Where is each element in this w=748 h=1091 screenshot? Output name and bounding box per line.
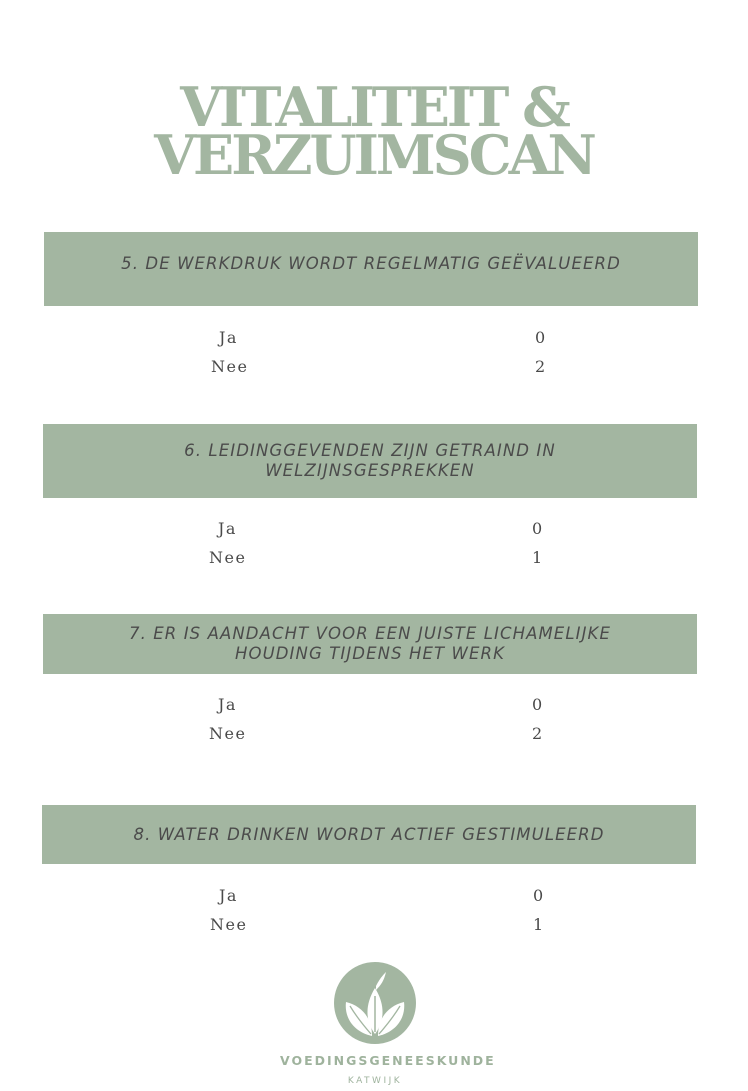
answer-label-nee: Nee [209, 724, 247, 743]
leaf-icon [332, 960, 418, 1044]
question-header-5 [44, 232, 698, 306]
answer-label-ja: Ja [218, 519, 237, 538]
answer-value-nee: 2 [535, 357, 547, 376]
answer-label-nee: Nee [211, 357, 249, 376]
brand-logo [280, 960, 496, 1086]
answer-label-ja: Ja [219, 886, 238, 905]
answer-value-nee: 1 [533, 915, 545, 934]
page-title-line-2: VERZUIMSCAN [154, 123, 594, 187]
brand-name: VOEDINGSGENEESKUNDE [280, 1053, 496, 1068]
answer-label-ja: Ja [218, 695, 237, 714]
answer-label-ja: Ja [219, 328, 238, 347]
question-text: 5. DE WERKDRUK WORDT REGELMATIG GEËVALUEERD [121, 254, 621, 273]
question-text: 6. LEIDINGGEVENDEN ZIJN GETRAIND IN WELZIJNSGESPREKKEN [184, 441, 556, 480]
question-header-7 [43, 614, 697, 674]
question-text: 7. ER IS AANDACHT VOOR EEN JUISTE LICHAMELIJKE HOUDING TIJDENS HET WERK [128, 624, 612, 663]
question-header-8 [42, 805, 696, 864]
page-title-line-1: VITALITEIT & [180, 75, 568, 139]
answer-label-nee: Nee [210, 915, 248, 934]
answer-value-ja: 0 [532, 695, 544, 714]
answer-value-ja: 0 [535, 328, 547, 347]
answer-value-nee: 2 [532, 724, 544, 743]
answer-value-ja: 0 [533, 886, 545, 905]
answer-value-nee: 1 [532, 548, 544, 567]
question-header-6 [43, 424, 697, 498]
question-text: 8. WATER DRINKEN WORDT ACTIEF GESTIMULEERD [133, 824, 605, 844]
brand-location: KATWIJK [347, 1076, 403, 1086]
answer-label-nee: Nee [209, 548, 247, 567]
answer-value-ja: 0 [532, 519, 544, 538]
